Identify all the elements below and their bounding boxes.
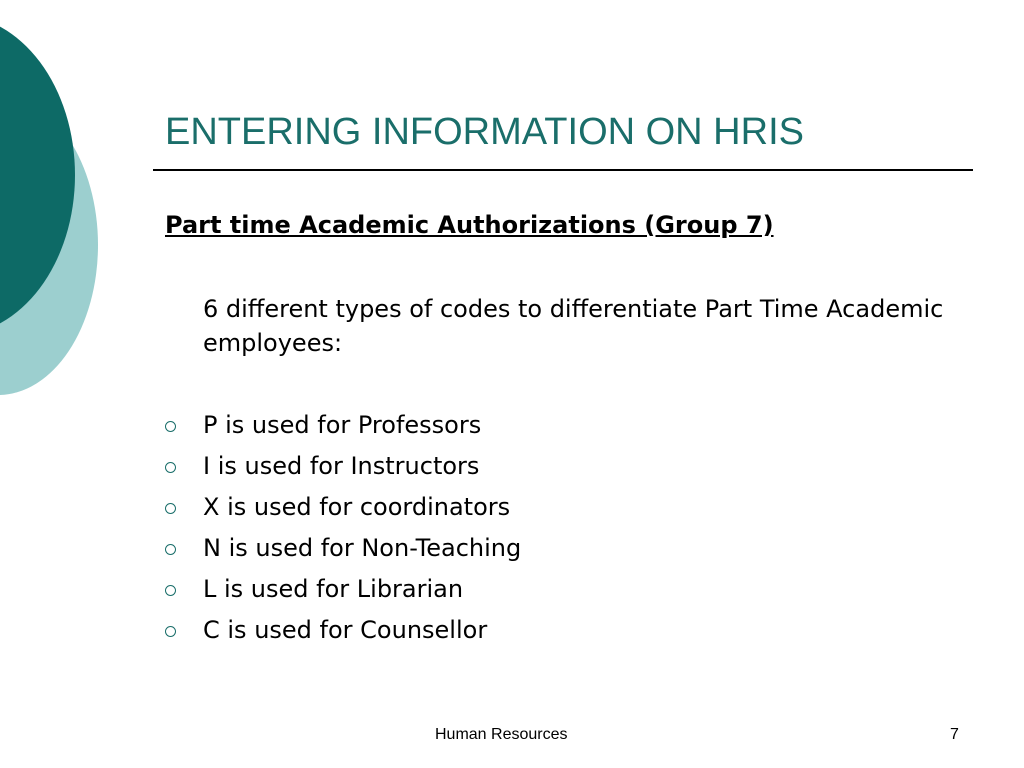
circle-bullet-icon (165, 544, 176, 555)
circle-bullet-icon (165, 462, 176, 473)
bullet-text: C is used for Counsellor (203, 616, 488, 644)
bullet-text: N is used for Non-Teaching (203, 534, 522, 562)
circle-bullet-icon (165, 503, 176, 514)
title-divider (153, 169, 973, 171)
bullet-text: L is used for Librarian (203, 575, 464, 603)
circle-bullet-icon (165, 421, 176, 432)
circle-bullet-icon (165, 626, 176, 637)
bullet-text: X is used for coordinators (203, 493, 511, 521)
bullet-text: I is used for Instructors (203, 452, 480, 480)
bullet-text: P is used for Professors (203, 411, 482, 439)
section-heading: Part time Academic Authorizations (Group 7) (165, 211, 774, 239)
slide-title: ENTERING INFORMATION ON HRIS (165, 111, 804, 153)
slide-footer: Human Resources (435, 726, 568, 743)
circle-bullet-icon (165, 585, 176, 596)
intro-paragraph: 6 different types of codes to differentiate Part Time Academic employees: (203, 295, 944, 357)
page-number: 7 (950, 726, 959, 743)
